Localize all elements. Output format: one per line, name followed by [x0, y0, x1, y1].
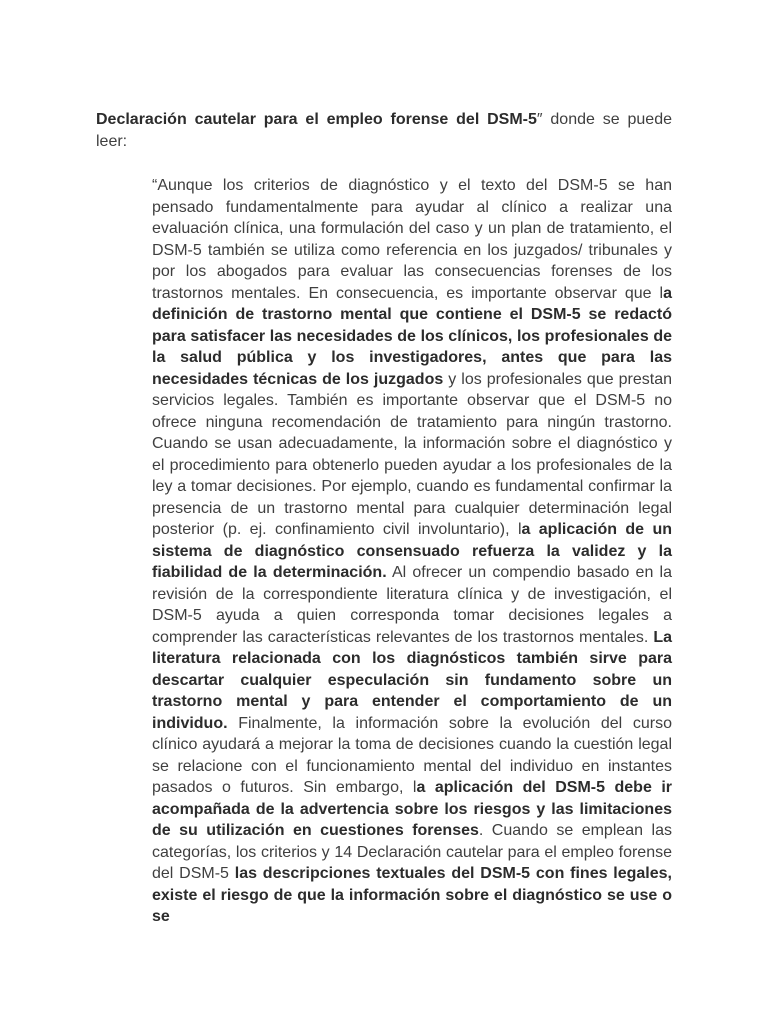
quote-paragraph — [152, 175, 672, 928]
quote-bold-4: a aplicación del DSM-5 debe ir acompañada de la advertencia sobre los riesgos y las limitaciones de su utilización en cuestiones forenses — [152, 779, 673, 839]
intro-text: ″ donde se puede leer: — [96, 111, 672, 150]
quote-bold-3: La literatura relacionada con los diagnósticos también sirve para descartar cualquier especulación sin fundamento sobre un trastorno mental y para entender el comportamiento de un individuo. — [152, 628, 672, 732]
quote-bold-5: las descripciones textuales del DSM-5 con fines legales, existe el riesgo de que la información sobre el diagnóstico se use o se — [152, 865, 672, 925]
quote-bold-1: a definición de trastorno mental que contiene el DSM-5 se redactó para satisfacer las necesidades de los clínicos, los profesionales de la salud pública y los investigadores, antes que para las necesidades técnicas de los juzgados — [152, 284, 672, 388]
quote-bold-2: a aplicación de un sistema de diagnóstico consensuado refuerza la validez y la fiabilidad de la determinación. — [152, 521, 673, 581]
quote-text-1: “Aunque los criterios de diagnóstico y el texto del DSM-5 se han pensado fundamentalmente para ayudar al clínico a realizar una evaluación clínica, una formulación del caso y un plan de tratamiento, el DSM-5 también se utiliza como referencia en los juzgados/ tribunales y por los abogados para evaluar las consecuencias forenses de los trastornos mentales. En consecuencia, es importante observar que l — [152, 177, 672, 302]
quote-text-5: . Cuando se emplean las categorías, los criterios y 14 Declaración cautelar para el empleo forense del DSM-5 — [152, 822, 673, 882]
quote-text-2: y los profesionales que prestan servicios legales. También es importante observar que el DSM-5 no ofrece ninguna recomendación de tratamiento para ningún trastorno. Cuando se usan adecuadamente, la información sobre el diagnóstico y el procedimiento para obtenerlo pueden ayudar a los profesionales de la ley a tomar decisiones. Por ejemplo, cuando es fundamental confirmar la presencia de un trastorno mental para cualquier determinación legal posterior (p. ej. confinamiento civil involuntario), l — [152, 370, 673, 538]
intro-title: Declaración cautelar para el empleo forense del DSM-5 — [96, 111, 537, 128]
quote-text-3: Al ofrecer un compendio basado en la revisión de la correspondiente literatura clínica y de investigación, el DSM-5 ayuda a quien corresponda tomar decisiones legales a comprender las características relevantes de los trastornos mentales. — [152, 564, 672, 646]
intro-paragraph — [96, 109, 672, 153]
quote-text-4: Finalmente, la información sobre la evolución del curso clínico ayudará a mejorar la toma de decisiones cuando la cuestión legal se relacione con el funcionamiento mental del individuo en instantes pasados o futuros. Sin embargo, l — [152, 714, 672, 796]
